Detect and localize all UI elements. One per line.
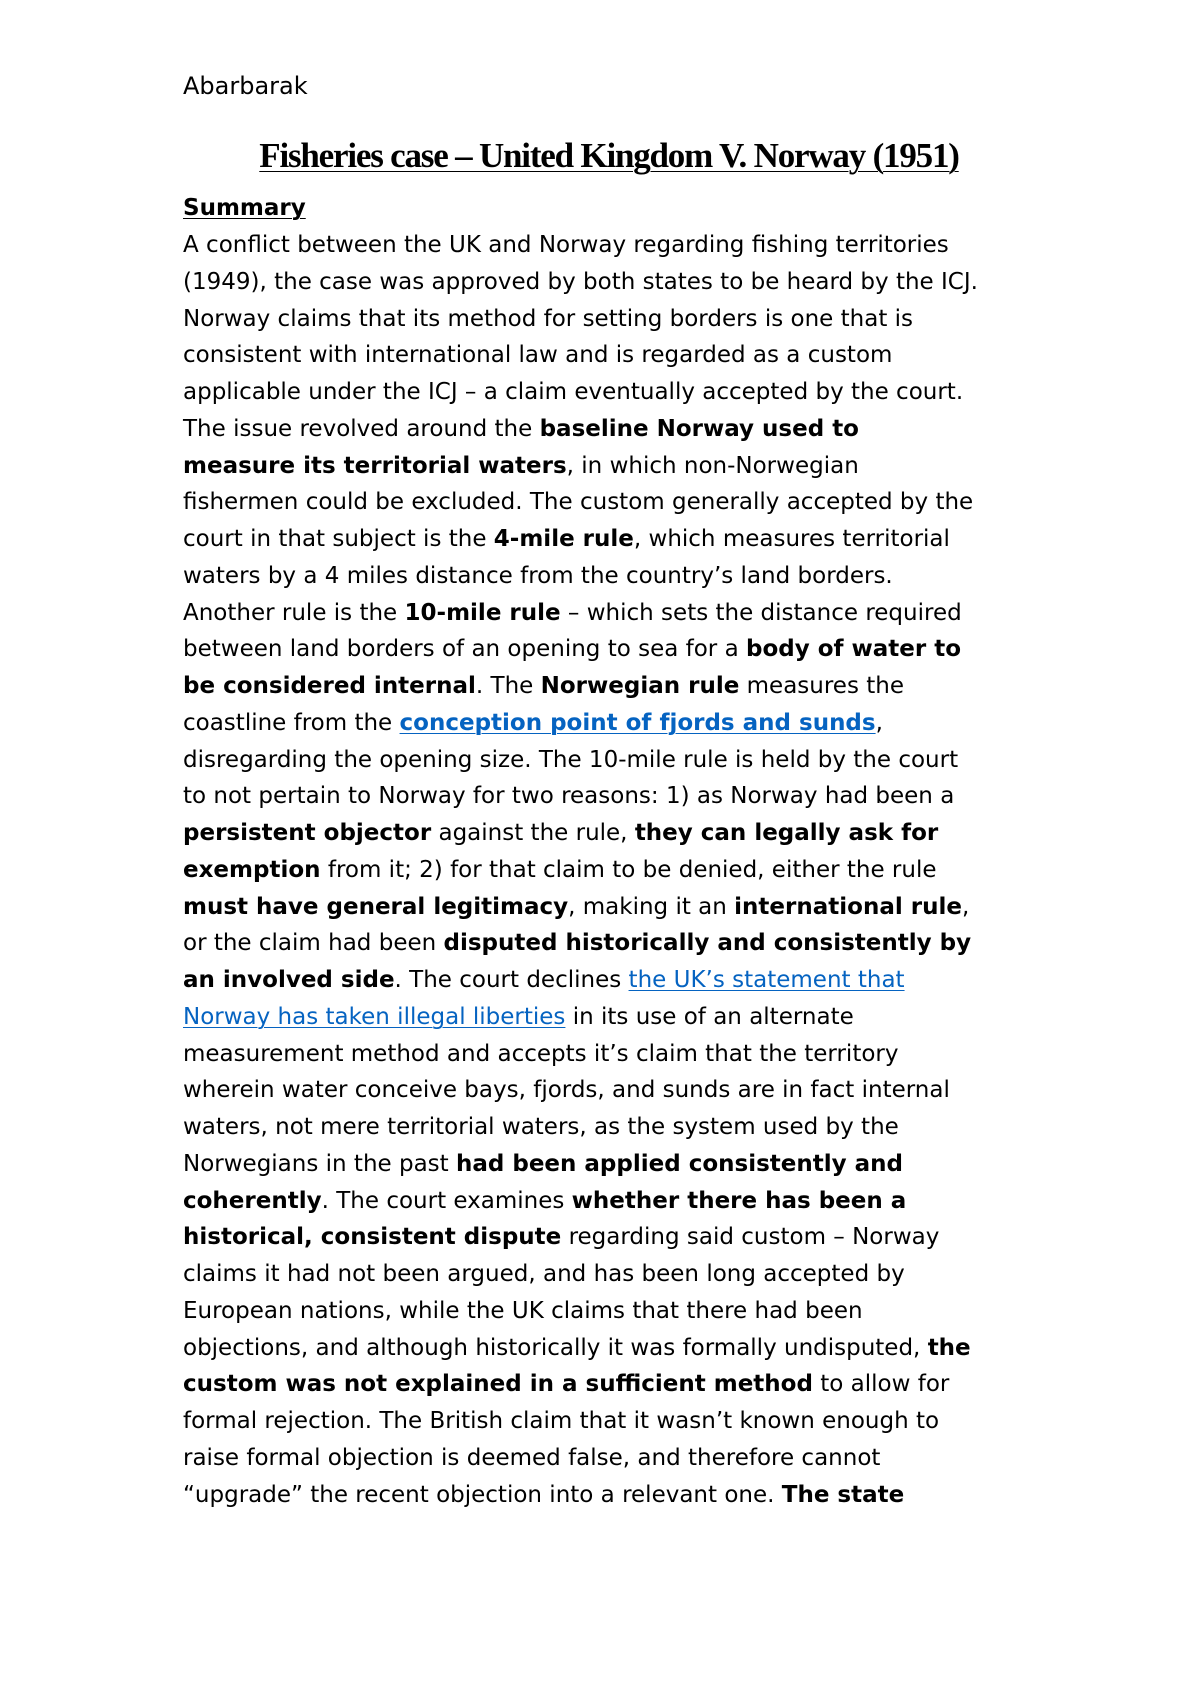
bold-text: the [927,1334,971,1361]
text-run: disregarding the opening size. The 10-mile rule is held by the court [183,746,959,773]
text-run: (1949), the case was approved by both states to be heard by the ICJ. [183,268,978,295]
text-line [183,521,1040,558]
bold-text: disputed historically and consistently by [443,930,972,957]
text-line [183,1330,1040,1367]
bold-text: historical, consistent dispute [183,1224,562,1251]
section-heading-summary: Summary [183,195,306,221]
text-run: against the rule, [431,820,635,846]
text-run: formal rejection. The British claim that it wasn’t known enough to [183,1408,940,1434]
text-run: to not pertain to Norway for two reasons: 1) as Norway had been a [183,783,955,810]
text-line [183,1293,1040,1330]
text-line [183,227,1040,264]
bold-text: 4-mile rule [493,526,634,552]
text-line [183,668,1040,705]
bold-text: whether there has been a [571,1187,907,1214]
bold-text: they can legally ask for [634,820,939,846]
hyperlink[interactable]: the UK’s statement that [628,967,905,993]
text-run: regarding said custom – Norway [561,1224,940,1251]
text-line [183,595,1040,632]
text-run: The issue revolved around the [183,415,540,442]
text-line [183,1183,1040,1220]
text-line [183,411,1040,448]
text-run: , which measures territorial [633,526,950,552]
author-name: Abarbarak [183,72,308,100]
text-run: . The court declines [394,967,629,993]
bold-text: baseline Norway used to [539,415,859,442]
text-line [183,374,1040,411]
text-run: Another rule is the [183,599,405,626]
text-line [183,962,1040,999]
text-line [183,705,1040,742]
bold-text: 10-mile rule [404,599,561,626]
bold-text: had been applied consistently and [456,1150,903,1177]
text-line [183,1072,1040,1109]
text-line [183,889,1040,926]
text-run: . The [475,673,541,699]
text-run: in its use of an alternate [565,1003,854,1030]
text-run: , making it an [568,893,735,920]
summary-paragraph [183,227,1040,1513]
text-run: from it; 2) for that claim to be denied, either the rule [320,856,937,883]
document-title: Fisheries case – United Kingdom V. Norway (1951) [259,136,959,175]
text-line [183,484,1040,521]
text-line [183,1477,1040,1514]
text-line [183,1256,1040,1293]
text-line [183,925,1040,962]
text-line [183,742,1040,779]
bold-text: be considered internal [183,673,476,699]
text-run: , [961,893,970,920]
bold-text: persistent objector [183,820,432,846]
text-run: , in which non-Norwegian [566,452,859,479]
text-run: objections, and although historically it was formally undisputed, [183,1334,928,1361]
text-run: measures the [739,673,904,699]
bold-text: Norwegian rule [540,673,740,699]
text-line [183,1036,1040,1073]
bold-text: international rule [734,893,962,920]
bold-text: an involved side [183,967,395,993]
text-line [183,1440,1040,1477]
text-run: claims it had not been argued, and has been long accepted by [183,1261,905,1287]
text-run: . The court examines [321,1187,572,1214]
bold-text: body of water to [745,636,962,663]
text-line [183,852,1040,889]
text-run: court in that subject is the [183,526,494,552]
bold-text: The state [781,1481,905,1508]
bold-text: must have general legitimacy [183,893,569,920]
text-run: measurement method and accepts it’s claim that the territory [183,1040,899,1067]
bold-text: exemption [183,856,321,883]
bold-text: custom was not explained in a sufficient method [183,1371,813,1398]
text-run: to allow for [812,1371,950,1398]
text-line [183,264,1040,301]
text-run: or the claim had been [183,930,444,957]
text-line [183,1366,1040,1403]
text-line [183,337,1040,374]
text-line [183,301,1040,338]
text-run: waters by a 4 miles distance from the country’s land borders. [183,562,893,589]
text-run: consistent with international law and is regarded as a custom [183,342,893,369]
text-line [183,448,1040,485]
text-line [183,778,1040,815]
text-line [183,558,1040,595]
hyperlink[interactable]: conception point of fjords and sunds [399,709,876,736]
text-run: wherein water conceive bays, fjords, and sunds are in fact internal [183,1077,950,1104]
text-line [183,1146,1040,1183]
text-run: coastline from the [183,709,400,736]
text-run: European nations, while the UK claims that there had been [183,1297,863,1324]
text-line [183,999,1040,1036]
text-run: Norway claims that its method for setting borders is one that is [183,305,914,332]
text-run: “upgrade” the recent objection into a relevant one. [183,1481,782,1508]
text-line [183,1109,1040,1146]
text-line [183,631,1040,668]
text-line [183,1403,1040,1440]
text-run: raise formal objection is deemed false, and therefore cannot [183,1444,881,1471]
bold-text: coherently [183,1187,322,1214]
hyperlink[interactable]: Norway has taken illegal liberties [183,1003,566,1030]
text-run: between land borders of an opening to sea for a [183,636,746,663]
text-run: , [875,709,883,736]
text-run: A conflict between the UK and Norway regarding fishing territories [183,232,949,258]
text-run: applicable under the ICJ – a claim eventually accepted by the court. [183,379,964,405]
bold-text: measure its territorial waters [183,452,567,479]
text-run: fishermen could be excluded. The custom generally accepted by the [183,489,974,516]
text-run: waters, not mere territorial waters, as the system used by the [183,1114,899,1140]
text-run: Norwegians in the past [183,1150,456,1177]
text-run: – which sets the distance required [560,599,962,626]
text-line [183,1219,1040,1256]
text-line [183,815,1040,852]
